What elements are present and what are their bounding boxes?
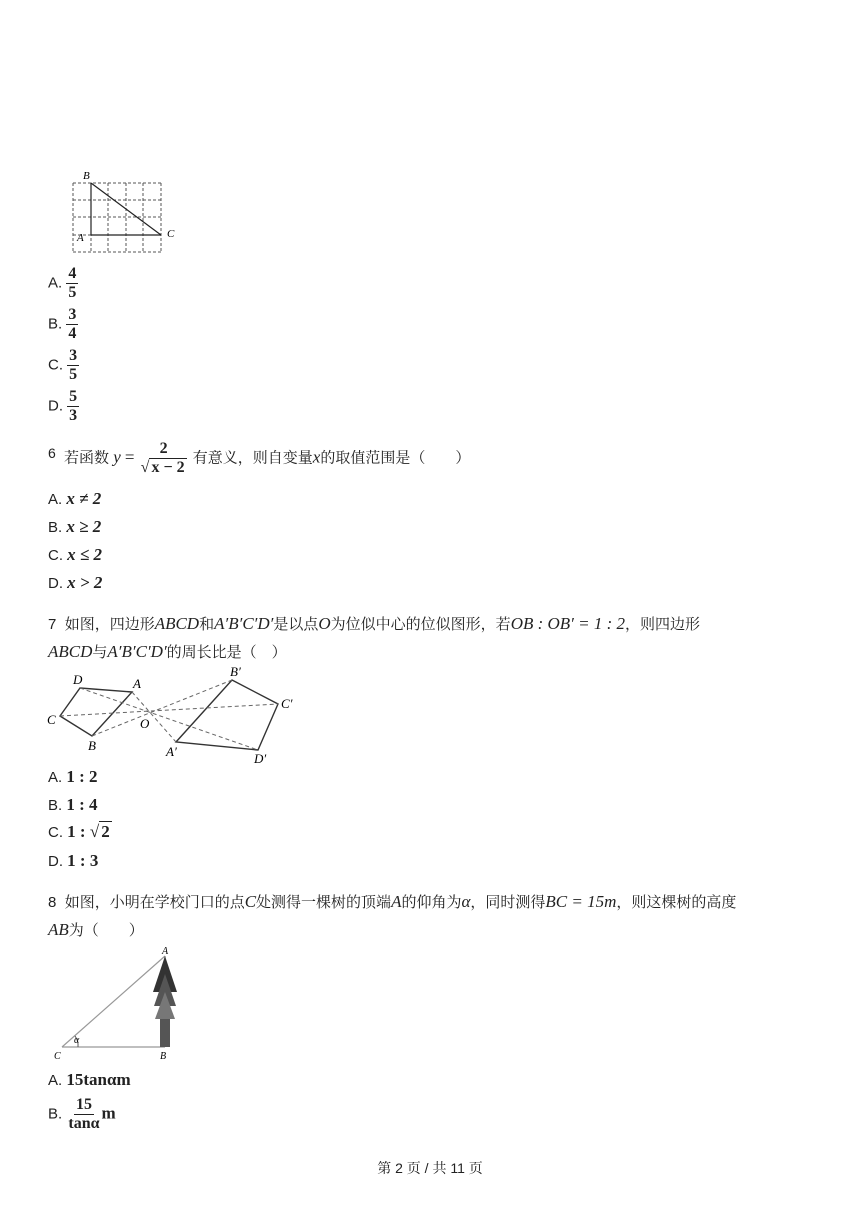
page-footer: 第 2 页 / 共 11 页 (377, 1160, 483, 1176)
fraction: $\frac{3}{5}$ (69, 347, 78, 383)
label-D-prime: D′ (254, 751, 267, 766)
tree-icon (153, 956, 177, 1047)
q6-number: 6 (48, 445, 56, 461)
fraction: $\frac{4}{5}$ (68, 265, 77, 301)
q7-stem-line1: 7 如图，四边形ABCD和A′B′C′D′是以点O为位似中心的位似图形，若OB : OB′ = 1 : 2，则四边形 (48, 614, 701, 633)
label-O: O (140, 716, 150, 731)
q6-option-d[interactable]: D. x > 2 (48, 573, 103, 592)
q5-option-d[interactable] (48, 388, 79, 425)
label-A: A (77, 232, 84, 244)
label-B: B (88, 738, 96, 753)
fraction: $\frac{3}{4}$ (68, 306, 77, 342)
q7-stem-line2: ABCD与A′B′C′D′的周长比是（ ） (48, 642, 287, 661)
q7-option-b[interactable]: B. 1 : 4 (48, 795, 98, 814)
q8-stem-line2: AB为（ ） (48, 920, 144, 939)
tree-angle-figure (48, 944, 188, 1064)
q7-option-a[interactable]: A. 1 : 2 (48, 767, 98, 786)
q7-option-c[interactable]: C. 1 : √ 2 (48, 822, 110, 841)
label-A: A (133, 676, 141, 691)
fraction: $\frac{2}{√ x - 2}$ (140, 440, 185, 476)
label-A: A (162, 946, 169, 957)
label-B-prime: B′ (230, 664, 241, 679)
label-alpha: α (74, 1035, 80, 1046)
label-D: D (73, 672, 83, 687)
q6-option-b[interactable]: B. x ≥ 2 (48, 517, 102, 536)
label-C-prime: C′ (281, 696, 293, 711)
label-A-prime: A′ (166, 744, 177, 759)
q8-option-b[interactable]: B. $\frac{15}{\tan\alpha}$ m (48, 1096, 116, 1132)
fraction: $\frac{5}{3}$ (69, 388, 78, 424)
fraction: $\frac{15}{\tan\alpha}$ (68, 1096, 100, 1132)
label-C: C (167, 228, 175, 240)
q6-stem: 若函数 y = $\frac{2}{√ x - 2}$ 有意义，则自变量x的取值范围是（ ） (64, 440, 471, 476)
grid-triangle-figure (66, 168, 186, 260)
option-label: B. (48, 315, 63, 333)
q5-option-c[interactable] (48, 347, 79, 384)
q8-stem-line1: 8 如图，小明在学校门口的点C处测得一棵树的顶端A的仰角为α，同时测得BC = 15m，则这棵树的高度 (48, 892, 737, 911)
option-label: D. (48, 397, 63, 415)
q6-option-a[interactable]: A. x ≠ 2 (48, 489, 102, 508)
label-B: B (160, 1051, 167, 1062)
label-C: C (54, 1051, 61, 1062)
q6-option-c[interactable]: C. x ≤ 2 (48, 545, 103, 564)
q5-option-b[interactable] (48, 306, 78, 343)
q8-option-a[interactable]: A. 15tanαm (48, 1070, 131, 1089)
label-B: B (83, 170, 90, 182)
q7-option-d[interactable]: D. 1 : 3 (48, 851, 99, 870)
option-label: C. (48, 356, 63, 374)
q5-option-a[interactable] (48, 265, 78, 302)
option-label: A. (48, 274, 63, 292)
similar-quadrilaterals-figure (40, 662, 310, 770)
label-C: C (47, 712, 56, 727)
